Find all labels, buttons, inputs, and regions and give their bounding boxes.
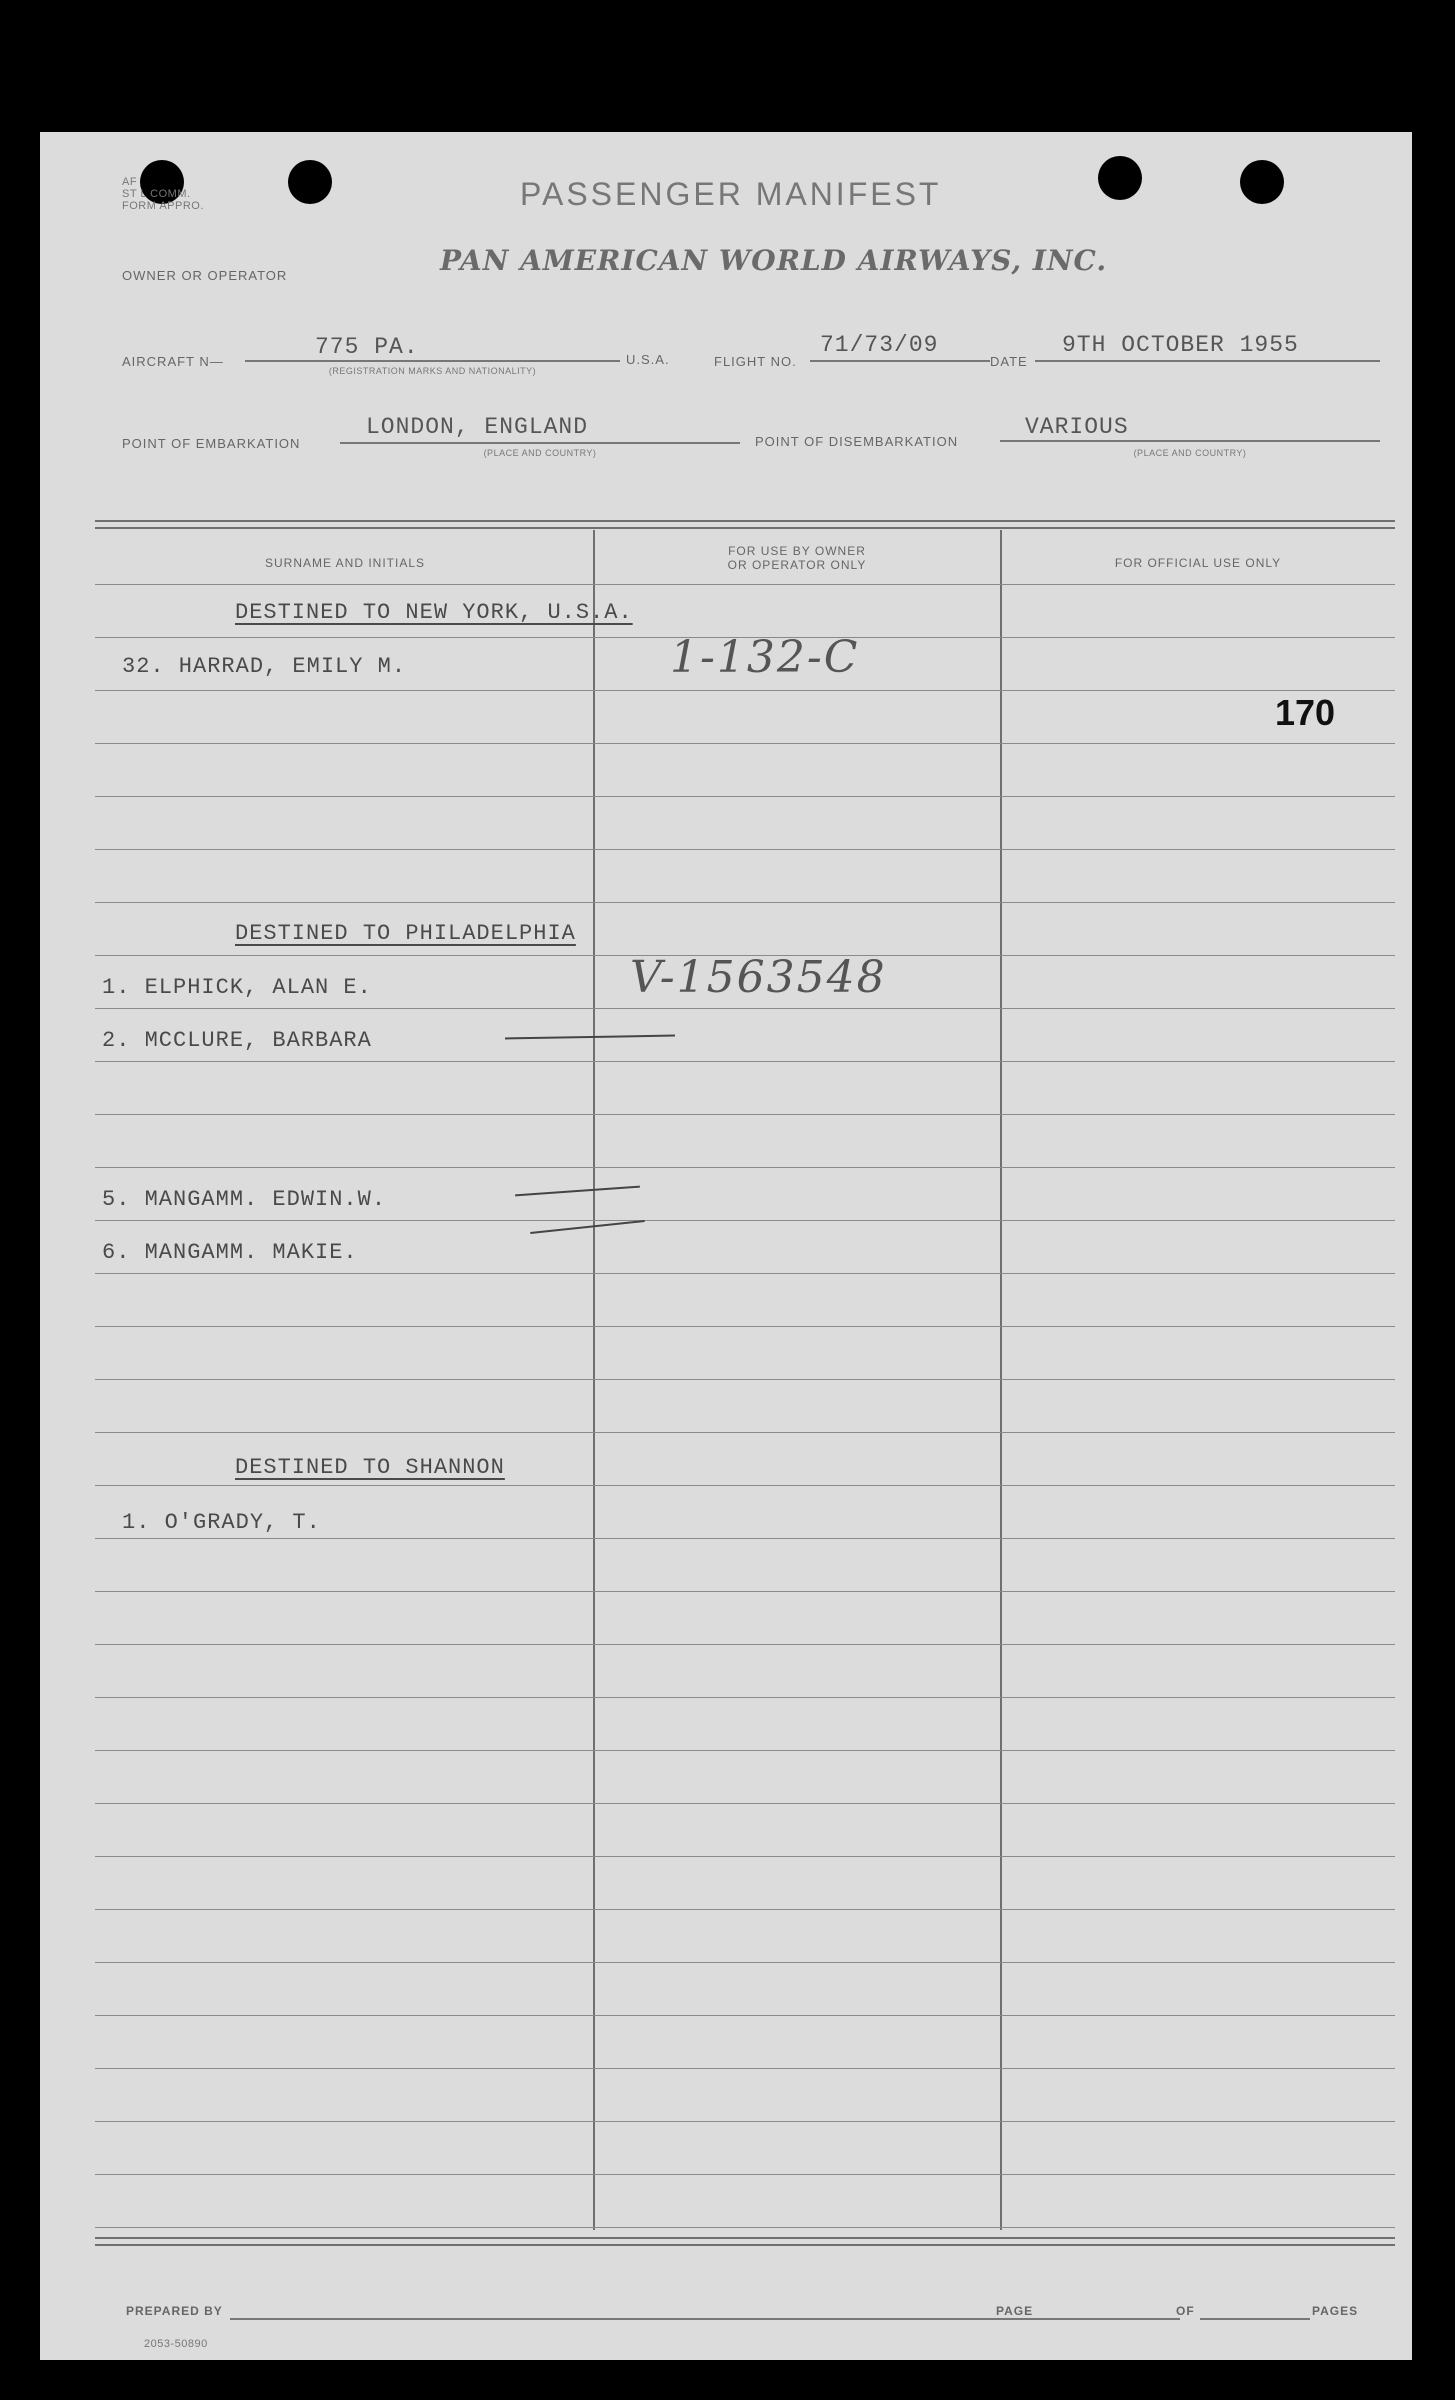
page-label: PAGE bbox=[996, 2304, 1034, 2318]
section-heading: DESTINED TO PHILADELPHIA bbox=[235, 921, 576, 946]
pen-stroke bbox=[505, 1035, 675, 1040]
passenger-name: 5. MANGAMM. EDWIN.W. bbox=[102, 1187, 387, 1212]
aircraft-label: AIRCRAFT N— bbox=[122, 354, 224, 369]
flight-underline bbox=[810, 360, 990, 362]
disembark-underline bbox=[1000, 440, 1380, 442]
aircraft-sub: (REGISTRATION MARKS AND NATIONALITY) bbox=[328, 366, 537, 376]
row-rule bbox=[95, 584, 1395, 585]
row-rule bbox=[95, 2068, 1395, 2069]
table-top-rule bbox=[95, 527, 1395, 529]
table-bottom-rule bbox=[95, 2244, 1395, 2246]
row-rule bbox=[95, 2227, 1395, 2228]
page-underline bbox=[1040, 2318, 1180, 2320]
passenger-name: 2. MCCLURE, BARBARA bbox=[102, 1028, 372, 1053]
document-title: PASSENGER MANIFEST bbox=[520, 176, 942, 212]
row-rule bbox=[95, 1220, 1395, 1221]
row-rule bbox=[95, 1167, 1395, 1168]
row-rule bbox=[95, 1432, 1395, 1433]
row-rule bbox=[95, 1803, 1395, 1804]
punch-hole bbox=[1240, 160, 1284, 204]
row-rule bbox=[95, 2174, 1395, 2175]
stamp-number: 170 bbox=[1275, 692, 1336, 733]
pen-stroke bbox=[515, 1186, 640, 1197]
manifest-page bbox=[40, 132, 1412, 2360]
column-divider bbox=[1000, 530, 1002, 2230]
aircraft-value: 775 PA. bbox=[315, 334, 419, 360]
punch-hole bbox=[288, 160, 332, 204]
embark-value: LONDON, ENGLAND bbox=[366, 414, 589, 440]
row-rule bbox=[95, 2015, 1395, 2016]
disembark-sub: (PLACE AND COUNTRY) bbox=[1133, 448, 1247, 458]
row-rule bbox=[95, 1909, 1395, 1910]
row-rule bbox=[95, 1379, 1395, 1380]
row-rule bbox=[95, 1485, 1395, 1486]
date-label: DATE bbox=[990, 354, 1028, 369]
row-rule bbox=[95, 743, 1395, 744]
row-rule bbox=[95, 1856, 1395, 1857]
row-rule bbox=[95, 690, 1395, 691]
embark-sub: (PLACE AND COUNTRY) bbox=[483, 448, 597, 458]
usa-label: U.S.A. bbox=[626, 352, 670, 367]
passenger-name: 6. MANGAMM. MAKIE. bbox=[102, 1240, 358, 1265]
row-rule bbox=[95, 1061, 1395, 1062]
form-code: 2053-50890 bbox=[144, 2338, 208, 2350]
of-label: OF bbox=[1176, 2304, 1195, 2318]
section-heading: DESTINED TO SHANNON bbox=[235, 1455, 505, 1480]
row-rule bbox=[95, 1750, 1395, 1751]
passenger-name: 32. HARRAD, EMILY M. bbox=[122, 654, 407, 679]
row-rule bbox=[95, 1591, 1395, 1592]
column-divider bbox=[593, 530, 595, 2230]
company-name: PAN AMERICAN WORLD AIRWAYS, INC. bbox=[440, 244, 1108, 277]
section-heading: DESTINED TO NEW YORK, U.S.A. bbox=[235, 600, 633, 625]
prepared-label: PREPARED BY bbox=[126, 2304, 223, 2318]
passenger-name: 1. O'GRADY, T. bbox=[122, 1510, 321, 1535]
disembark-value: VARIOUS bbox=[1025, 414, 1129, 440]
aircraft-underline bbox=[245, 360, 620, 362]
row-rule bbox=[95, 2121, 1395, 2122]
row-rule bbox=[95, 902, 1395, 903]
embark-underline bbox=[340, 442, 740, 444]
owner-label: OWNER OR OPERATOR bbox=[122, 268, 288, 283]
operator-note: V-1563548 bbox=[630, 952, 887, 1003]
row-rule bbox=[95, 1008, 1395, 1009]
row-rule bbox=[95, 1644, 1395, 1645]
prepared-underline bbox=[230, 2318, 1040, 2320]
passenger-name: 1. ELPHICK, ALAN E. bbox=[102, 975, 372, 1000]
pages-label: PAGES bbox=[1312, 2304, 1359, 2318]
table-bottom-rule bbox=[95, 2237, 1395, 2239]
col-header-operator: FOR USE BY OWNER OR OPERATOR ONLY bbox=[727, 544, 867, 572]
pen-stroke bbox=[530, 1220, 645, 1234]
row-rule bbox=[95, 1273, 1395, 1274]
col-header-official: FOR OFFICIAL USE ONLY bbox=[1114, 556, 1282, 570]
embark-label: POINT OF EMBARKATION bbox=[122, 436, 301, 451]
punch-hole bbox=[1098, 156, 1142, 200]
flight-label: FLIGHT NO. bbox=[714, 354, 797, 369]
row-rule bbox=[95, 1114, 1395, 1115]
date-underline bbox=[1035, 360, 1380, 362]
table-top-rule bbox=[95, 520, 1395, 522]
col-header-name: SURNAME AND INITIALS bbox=[264, 556, 426, 570]
row-rule bbox=[95, 1697, 1395, 1698]
form-corner-code: AF ST L COMM. FORM APPRO. bbox=[122, 176, 204, 212]
row-rule bbox=[95, 1962, 1395, 1963]
date-value: 9TH OCTOBER 1955 bbox=[1062, 332, 1299, 358]
row-rule bbox=[95, 849, 1395, 850]
disembark-label: POINT OF DISEMBARKATION bbox=[755, 434, 959, 449]
flight-value: 71/73/09 bbox=[820, 332, 939, 358]
row-rule bbox=[95, 1538, 1395, 1539]
row-rule bbox=[95, 1326, 1395, 1327]
row-rule bbox=[95, 796, 1395, 797]
of-underline bbox=[1200, 2318, 1310, 2320]
operator-note: 1-132-C bbox=[670, 632, 860, 683]
